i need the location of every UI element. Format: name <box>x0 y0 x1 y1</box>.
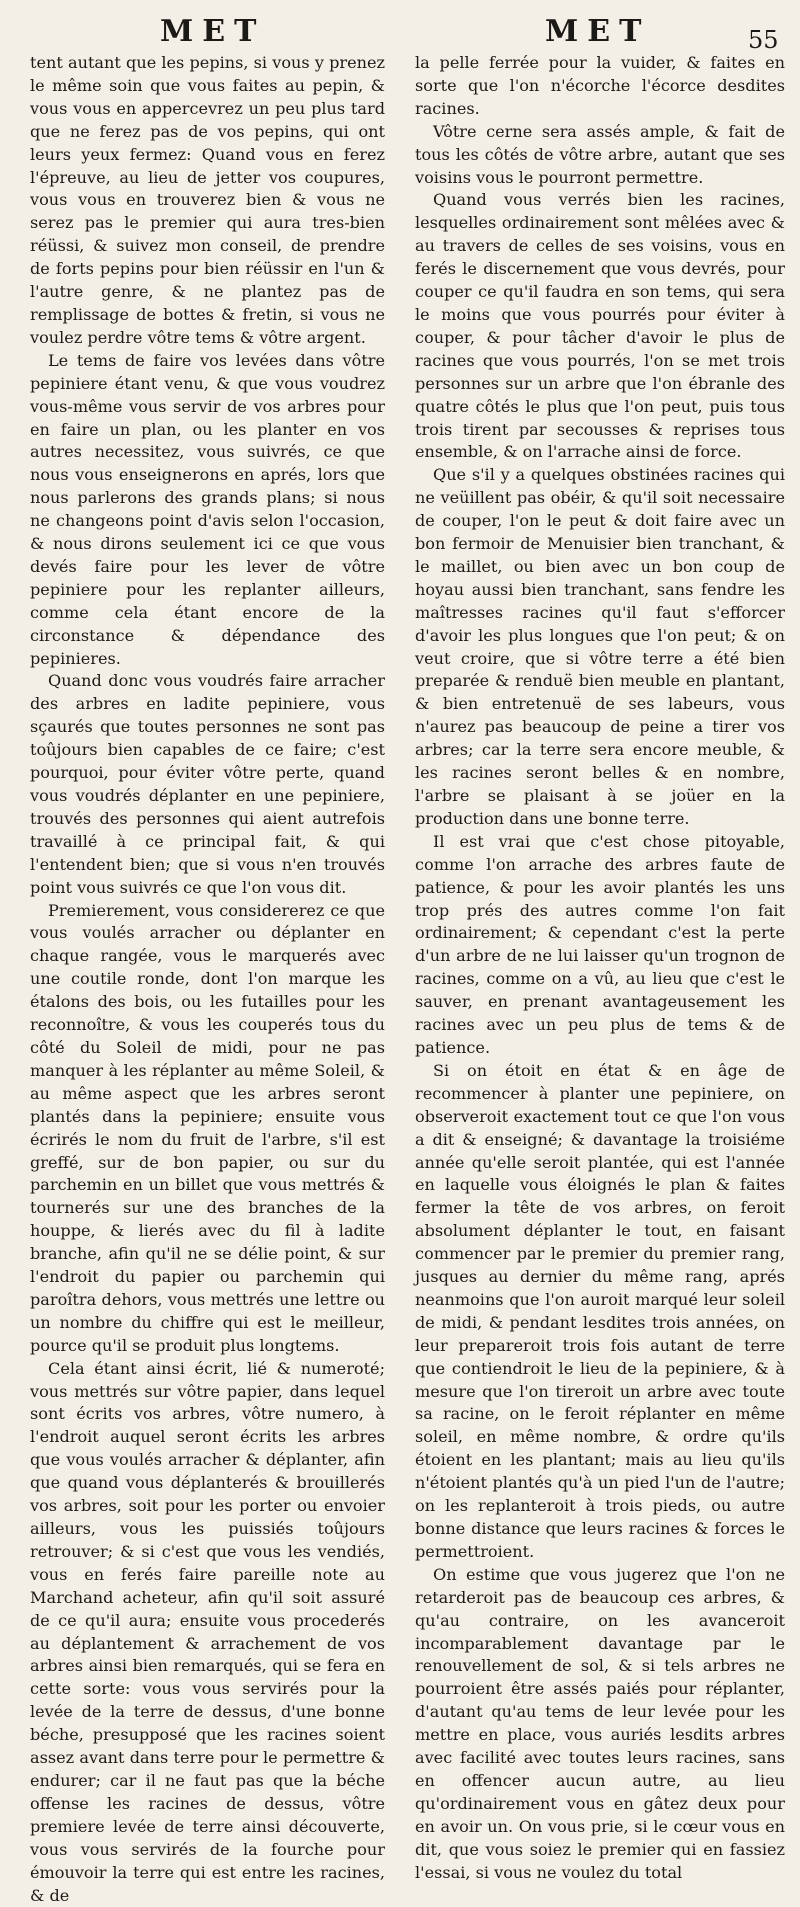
running-head <box>0 14 800 54</box>
paragraph: Le tems de faire vos levées dans vôtre pepiniere étant venu, & que vous voudrez vous-même vous servir de vos arbres pour en faire un plan, ou les planter en vos autres necessitez, vous suivrés, ce que nous vous enseignerons en aprés, lors que nous parlerons des grands plans; si nous ne changeons point d'avis selon l'occasion, & nous dirons seulement ici ce que vous devés faire pour les lever de vôtre pepiniere pour les replanter ailleurs, comme cela étant encore de la circonstance & dépendance des pepinieres. <box>30 350 385 668</box>
paragraph: Vôtre cerne sera assés ample, & fait de tous les côtés de vôtre arbre, autant que ses voisins vous le pourront permettre. <box>415 121 785 187</box>
paragraph: On estime que vous jugerez que l'on ne retarderoit pas de beaucoup ces arbres, & qu'au contraire, on les avanceroit incomparablement davantage par le renouvellement de sol, & si tels arbres ne pourroient être assés paiés pour réplanter, d'autant qu'au tems de leur levée pour les mettre en place, vous auriés lesdits arbres avec facilité avec toutes leurs racines, sans en offencer aucun autre, au lieu qu'ordinairement vous en gâtez deux pour en avoir un. On vous prie, si le cœur vous en dit, que vous soiez le premier qui en fassiez l'essai, si vous ne voulez du total <box>415 1564 785 1882</box>
left-column <box>30 52 385 1907</box>
paragraph: Premierement, vous considererez ce que vous voulés arracher ou déplanter en chaque rangée, vous le marquerés avec une coutile ronde, dont l'on marque les étalons des bois, ou les futailles pour les reconnoître, & vous les couperés tous du côté du Soleil de midi, pour ne pas manquer à les réplanter au même Soleil, & au même aspect que les arbres seront plantés dans la pepiniere; ensuite vous écrirés le nom du fruit de l'arbre, s'il est greffé, sur de bon papier, ou sur du parchemin en un billet que vous mettrés & tournerés sur une des branches de la houppe, & lierés avec du fil à ladite branche, afin qu'il ne se délie point, & sur l'endroit du papier ou parchemin qui paroîtra dehors, vous mettrés une lettre ou un nombre du chiffre qui est le meilleur, pource qu'il se produit plus longtems. <box>30 900 385 1355</box>
running-head-right: MET <box>545 14 651 49</box>
right-column <box>415 52 785 1885</box>
paragraph: tent autant que les pepins, si vous y prenez le même soin que vous faites au pepin, & vous vous en appercevrez un peu plus tard que ne ferez pas de vos pepins, qui ont leurs yeux fermez: Quand vous en ferez l'épreuve, au lieu de jetter vos coupures, vous vous en trouverez bien & vous ne serez pas le premier qui aura tres-bien réüssi, & suivez mon conseil, de prendre de forts pepins pour bien réüssir en l'un & l'autre genre, & ne plantez pas de remplissage de bottes & fretin, si vous ne voulez perdre vôtre tems & vôtre argent. <box>30 53 385 347</box>
paragraph: Que s'il y a quelques obstinées racines qui ne veüillent pas obéir, & qu'il soit necessaire de couper, l'on le peut & doit faire avec un bon fermoir de Menuisier bien tranchant, & le maillet, ou bien avec un bon coup de hoyau aussi bien tranchant, sans fendre les maîtresses racines qu'il faut s'efforcer d'avoir les plus longues que l'on peut; & on veut croire, que si vôtre terre a été bien preparée & renduë bien meuble en plantant, & bien entretenuë de ses labeurs, vous n'aurez pas beaucoup de peine a tirer vos arbres; car la terre sera encore meuble, & les racines seront belles & en nombre, l'arbre se plaisant à se joüer en la production dans une bonne terre. <box>415 465 785 828</box>
page-number: 55 <box>748 26 779 54</box>
paragraph: Quand vous verrés bien les racines, lesquelles ordinairement sont mêlées avec & au travers de celles de ses voisins, vous en ferés le discernement que vous devrés, pour couper ce qu'il faudra en son tems, qui sera le moins que vous pourrés pour éviter à couper, & pour tâcher d'avoir le plus de racines que vous pourrés, l'on se met trois personnes sur un arbre que l'on ébranle des quatre côtés le plus que l'on peut, puis tous trois tirent par secousses & reprises tous ensemble, & on l'arrache ainsi de force. <box>415 190 785 462</box>
paragraph: Il est vrai que c'est chose pitoyable, comme l'on arrache des arbres faute de patience, & pour les avoir plantés les uns trop prés des autres comme l'on fait ordinairement; & cependant c'est la perte d'un arbre de ne lui laisser qu'un trognon de racines, comme on a vû, au lieu que c'est le sauver, en prenant avantageusement les racines avec un peu plus de tems & de patience. <box>415 831 785 1057</box>
paragraph: Quand donc vous voudrés faire arracher des arbres en ladite pepiniere, vous sçaurés que toutes personnes ne sont pas toûjours bien capables de ce faire; c'est pourquoi, pour éviter vôtre perte, quand vous voudrés déplanter en une pepiniere, trouvés des personnes qui aient autrefois travaillé à ce principal fait, & qui l'entendent bien; que si vous n'en trouvés point vous suivrés ce que l'on vous dit. <box>30 671 385 897</box>
paragraph: la pelle ferrée pour la vuider, & faites en sorte que l'on n'écorche l'écorce desdites racines. <box>415 53 785 118</box>
paragraph: Cela étant ainsi écrit, lié & numeroté; vous mettrés sur vôtre papier, dans lequel sont écrits vos arbres, vôtre numero, à l'endroit auquel seront écrits les arbres que vous voulés arracher & déplanter, afin que quand vous déplanterés & brouillerés vos arbres, soit pour les porter ou envoier ailleurs, vous les puissiés toûjours retrouver; & si c'est que vous les vendiés, vous en ferés faire pareille note au Marchand acheteur, afin qu'il soit assuré de ce qu'il aura; ensuite vous procederés au déplantement & arrachement de vos arbres ainsi bien remarqués, qui se fera en cette sorte: vous vous servirés pour la levée de la terre de dessus, d'une bonne béche, presupposé que les racines soient assez avant dans terre pour le permettre & endurer; car il ne faut pas que la béche offense les racines de dessus, vôtre premiere levée de terre ainsi découverte, vous vous servirés de la fourche pour émouvoir la terre qui est entre les racines, & de <box>30 1358 385 1905</box>
running-head-left: MET <box>160 14 266 49</box>
paragraph: Si on étoit en état & en âge de recommencer à planter une pepiniere, on observeroit exactement tout ce que l'on vous a dit & enseigné; & davantage la troisiéme année qu'elle seroit plantée, qui est l'année en laquelle vous éloignés le plan & faites fermer la tête de vos arbres, on feroit absolument déplanter le tout, en faisant commencer par le premier du premier rang, jusques au dernier du même rang, aprés neanmoins que l'on auroit marqué leur soleil de midi, & pendant lesdites trois années, on leur prepareroit trois fois autant de terre que contiendroit le lieu de la pepiniere, & à mesure que l'on tireroit un arbre avec toute sa racine, on le feroit réplanter en même soleil, en même nombre, & ordre qu'ils étoient en les plantant; mais au lieu qu'ils n'étoient plantés qu'à un pied l'un de l'autre; on les replanteroit à trois pieds, ou autre bonne distance que leurs racines & forces le permettroient. <box>415 1060 785 1561</box>
